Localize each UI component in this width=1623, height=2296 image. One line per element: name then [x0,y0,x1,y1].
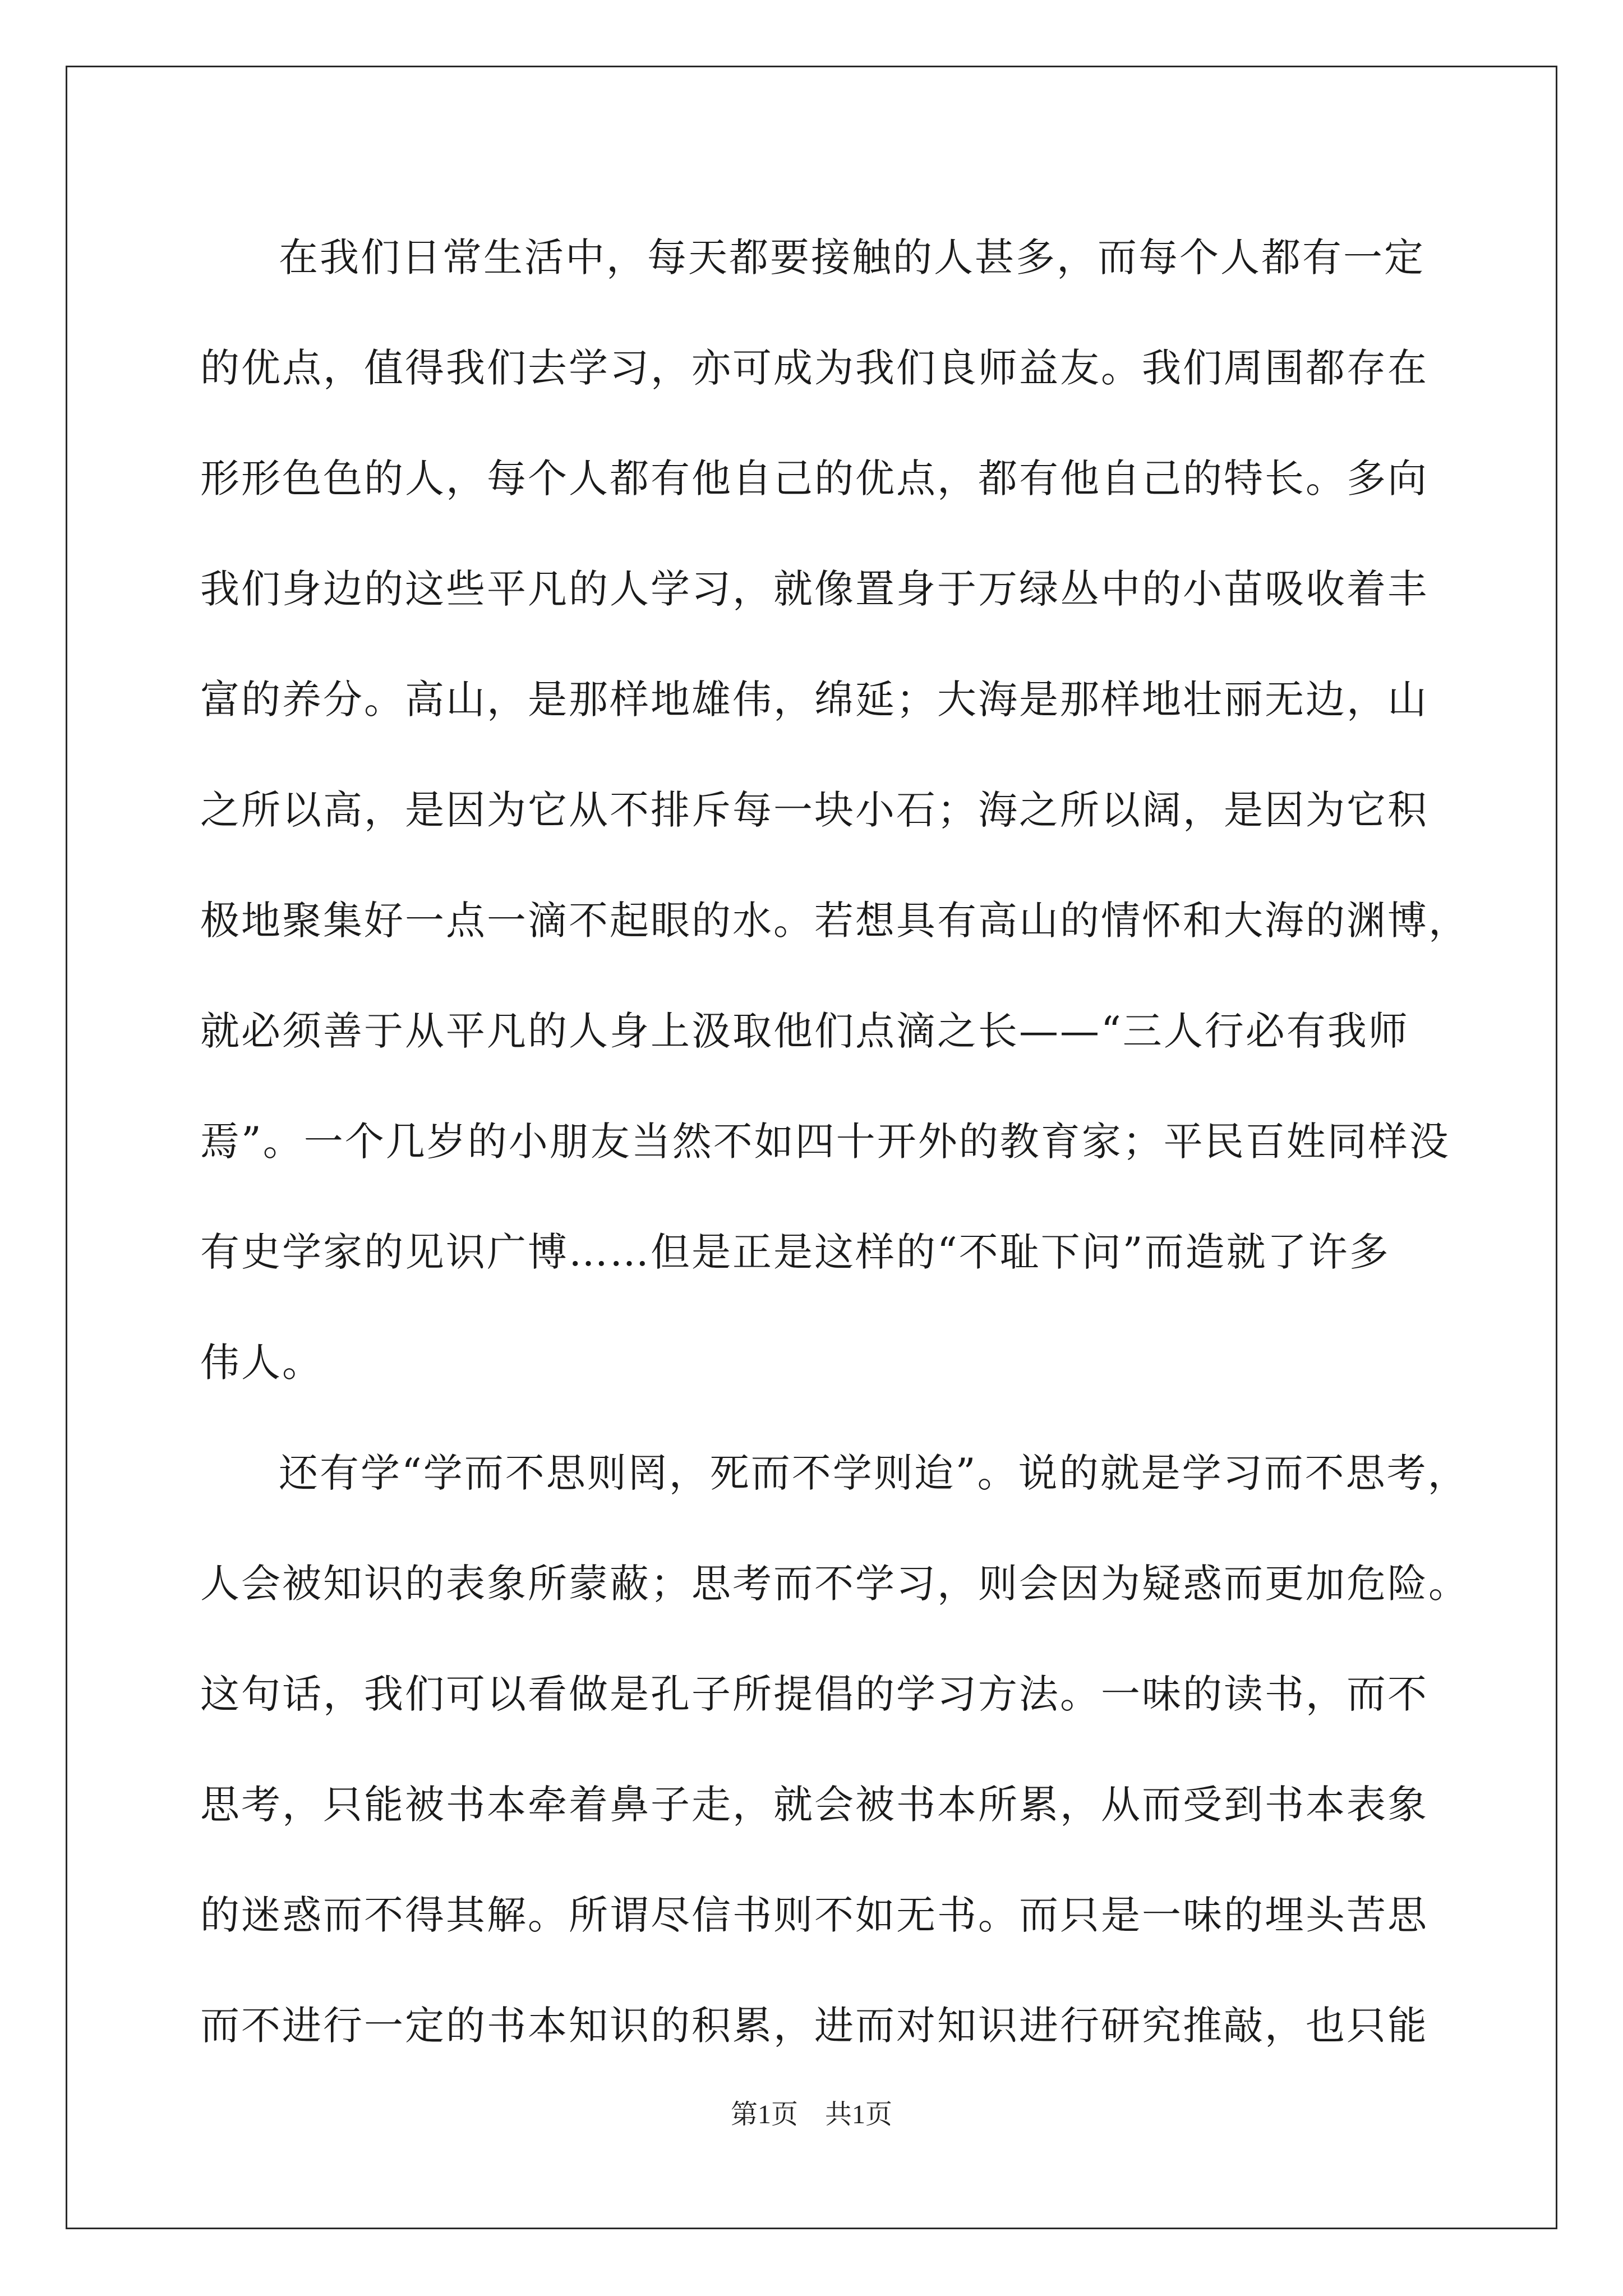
text-line: 富的养分。高山，是那样地雄伟，绵延；大海是那样地壮丽无边，山 [200,677,1428,723]
document-body [200,199,1469,2078]
page-total: 共1页 [825,2100,893,2129]
text-line: 之所以高，是因为它从不排斥每一块小石；海之所以阔，是因为它积 [200,787,1428,833]
text-line: 焉”。一个几岁的小朋友当然不如四十开外的教育家；平民百姓同样没 [200,1119,1450,1165]
text-line: 人会被知识的表象所蒙蔽；思考而不学习，则会因为疑惑而更加危险。 [200,1561,1469,1607]
text-line: 就必须善于从平凡的人身上汲取他们点滴之长——“三人行必有我师 [200,1008,1409,1054]
text-line: 思考，只能被书本牵着鼻子走，就会被书本所累，从而受到书本表象 [200,1782,1428,1828]
text-line: 我们身边的这些平凡的人学习，就像置身于万绿丛中的小苗吸收着丰 [200,566,1428,612]
text-line: 有史学家的见识广博……但是正是这样的“不耻下问”而造就了许多 [200,1229,1390,1275]
text-line: 伟人。 [200,1340,323,1386]
text-line: 还有学“学而不思则罔，死而不学则迨”。说的就是学习而不思考， [279,1450,1469,1496]
text-line: 在我们日常生活中，每天都要接触的人甚多，而每个人都有一定 [279,234,1425,280]
text-line: 的迷惑而不得其解。所谓尽信书则不如无书。而只是一味的埋头苦思 [200,1892,1428,1938]
text-line: 的优点，值得我们去学习，亦可成为我们良师益友。我们周围都存在 [200,345,1428,391]
text-line: 极地聚集好一点一滴不起眼的水。若想具有高山的情怀和大海的渊博， [200,898,1469,944]
page-footer [0,2092,1623,2131]
text-line: 这句话，我们可以看做是孔子所提倡的学习方法。一味的读书，而不 [200,1671,1428,1717]
text-line: 形形色色的人，每个人都有他自己的优点，都有他自己的特长。多向 [200,455,1428,501]
text-line: 而不进行一定的书本知识的积累，进而对知识进行研究推敲，也只能 [200,2003,1428,2049]
page-number: 第1页 [730,2100,798,2129]
